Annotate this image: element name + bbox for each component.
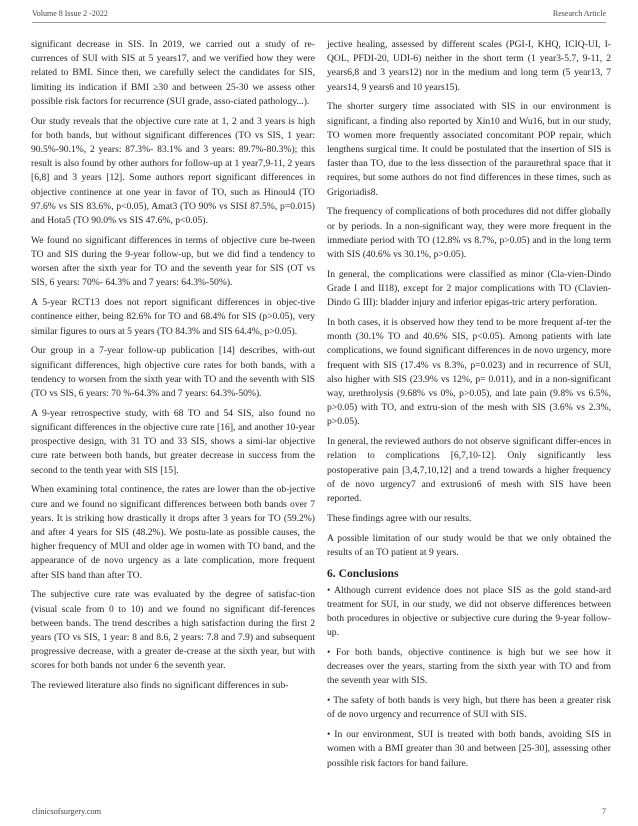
paragraph: significant decrease in SIS. In 2019, we carried out a study of re-currences of SUI with SIS at 5 years17, and we verified how they were related to BMI. Since then, we carefully select the candidates for SIS, limiting its indication if BMI ≥30 and between 25-30 we assess other possible risk factors for recurrence (SUI grade, asso-ciated pathology...). bbox=[31, 39, 315, 107]
conclusion-item: • The safety of both bands is very high, but there has been a greater risk of de novo urgency and recurrence of SUI with SIS. bbox=[327, 695, 611, 721]
paragraph: The subjective cure rate was evaluated by the degree of satisfac-tion (visual scale from 0 to 10) and we found no significant dif-ferences between bands. The trend describes a high satisfaction during the first 2 years (TO vs SIS, 1 year: 8 and 8.6, 2 years: 7.8 and 7.9) and subsequent progressive decrease, with a greater de-crease at the sixth year, but with scores for both bands not under 6 the seventh year. bbox=[31, 589, 315, 672]
paragraph: The shorter surgery time associated with SIS in our environment is significant, a finding also reported by Xin10 and Wu16, but in our study, TO women more frequently associated concomitant POP repair, which lengthens surgical time. It could be postulated that the insertion of SIS is faster than TO, due to the less dissection of the paraurethral space that it requires, but some authors do not find differences in these times, such as Grigoriadis8. bbox=[327, 101, 611, 198]
paragraph: The reviewed literature also finds no significant differences in sub- bbox=[31, 680, 289, 692]
header-rule bbox=[32, 22, 606, 23]
paragraph: We found no significant differences in terms of objective cure be-tween TO and SIS during the 9-year follow-up, but we did find a tendency to worsen after the sixth year for TO and the seventh year for SIS (OT vs SIS, 6 years: 70%- 64.3% and 7 years: 64.3%-50%). bbox=[31, 234, 315, 289]
article-type: Research Article bbox=[552, 9, 606, 18]
paragraph: Our group in a 7-year follow-up publication [14] describes, with-out significant differences, high objective cure rates for both bands, with a tendency to worsen from the sixth year with TO and the seventh with SIS (TO vs SIS, 6 years: 70 %-64.3% and 7 years: 64.3%-50%). bbox=[31, 345, 315, 400]
paragraph: When examining total continence, the rates are lower than the ob-jective cure and we found no significant differences between both bands over 7 years. It is striking how drastically it drops after 3 years for TO (59.2%) and after 4 years for SIS (48.2%). We postu-late as possible causes, the higher frequency of MUI and older age in women with TO band, and the appearance of de novo urgency as a late complication, more frequent after SIS band than after TO. bbox=[31, 484, 315, 581]
running-header bbox=[32, 9, 606, 18]
left-column bbox=[31, 38, 315, 699]
section-heading: 6. Conclusions bbox=[327, 566, 399, 580]
paragraph: A possible limitation of our study would be that we only obtained the results of an TO patient at 9 years. bbox=[327, 532, 611, 558]
right-column bbox=[327, 38, 611, 776]
journal-volume-issue: Volume 8 Issue 2 -2022 bbox=[32, 9, 108, 18]
page-number: 7 bbox=[601, 807, 606, 816]
paragraph: A 5-year RCT13 does not report significant differences in objec-tive continence either, being 82.6% for TO and 68.4% for SIS (p>0.05), very similar figures to ours at 5 years (TO 84.3% and SIS 64.4%, p>0.05). bbox=[31, 297, 315, 337]
paragraph: Our study reveals that the objective cure rate at 1, 2 and 3 years is high for both bands, but without significant differences (TO vs SIS, 1 year: 90.5%-90.1%, 2 years: 87.3%- 83.1% and 3 years: 89.7%-80.3%); this result is also found by other authors for follow-up at 1 year7,9-11, 2 years [6,8] and 3 years [12]. Some authors report significant differences in objective continence at one year in favor of TO, such as Hinoul4 (TO 97.6% vs SIS 83.6%, p<0.05), Amat3 (TO 90% vs SISI 87.5%, p=0.015) and Hota5 (TO 90.0% vs SIS 47.6%, p<0.05). bbox=[31, 115, 315, 227]
journal-website: clinicsofsurgery.com bbox=[32, 807, 102, 816]
paragraph: jective healing, assessed by different scales (PGI-I, KHQ, ICIQ-UI, I-QOL, PFDI-20, UDI-6) neither in the short term (1 year3-5.7, 9-11, 2 years6,8 and 3 years12) nor in the medium and long term (5 year13, 7 years14, 9 years6 and 10 years15). bbox=[327, 39, 611, 93]
conclusion-item: • For both bands, objective continence is high but we see how it decreases over the years, starting from the sixth year with TO and from the seventh year with SIS. bbox=[327, 647, 611, 687]
conclusion-item: • Although current evidence does not place SIS as the gold stand-ard treatment for SUI, in our study, we did not observe differences between both procedures in objective or subjective cure during the 9-year follow-up. bbox=[327, 584, 611, 639]
paragraph: These findings agree with our results. bbox=[327, 512, 472, 524]
running-footer bbox=[32, 807, 606, 816]
paragraph: A 9-year retrospective study, with 68 TO and 54 SIS, also found no significant differences in the objective cure rate [16], and another 10-year prospective design, with 31 TO and 33 SIS, shows a simi-lar objective cure rate between both bands, but greater decrease in success from the second to the tenth year with SIS [15]. bbox=[31, 407, 315, 476]
paragraph: In both cases, it is observed how they tend to be more frequent af-ter the month (30.1% TO and 40.6% SIS, p<0.05). Among patients with late complications, we found significant differences in de novo urgency, more frequent with SIS (17.4% vs 8.3%, p=0.023) and in recurrence of SUI, also higher with SIS (23.9% vs 12%, p= 0.011), and in a non-significant way, urethrolysis (9.68% vs 0%, p>0.05), and late pain (9.8% vs 6.5%, p>0.05) with TO, and extru-sion of the mesh with SIS (3.6% vs 2.3%, p>0.05). bbox=[327, 317, 611, 428]
paragraph: In general, the reviewed authors do not observe significant differ-ences in relation to complications [6,7,10-12]. Only significantly less postoperative pain [3,4,7,10,12] and a trend towards a higher frequency of de novo urgency7 and extrusion6 of mesh with SIS have been reported. bbox=[327, 436, 611, 505]
paragraph: In general, the complications were classified as minor (Cla-vien-Dindo Grade I and II18), except for 2 major complications with TO (Clavien-Dindo G III): bladder injury and inferior epigas-tric artery perforation. bbox=[327, 268, 611, 309]
paragraph: The frequency of complications of both procedures did not differ globally or by periods. In a non-significant way, they were more frequent in the immediate period with TO (12.8% vs 8.7%, p>0.05) and in the long term with SIS (40.6% vs 30.1%, p>0.05). bbox=[327, 206, 611, 261]
conclusion-item: • In our environment, SUI is treated with both bands, avoiding SIS in women with a BMI greater than 30 and between [25-30], assessing other possible risk factors for band failure. bbox=[327, 729, 611, 769]
